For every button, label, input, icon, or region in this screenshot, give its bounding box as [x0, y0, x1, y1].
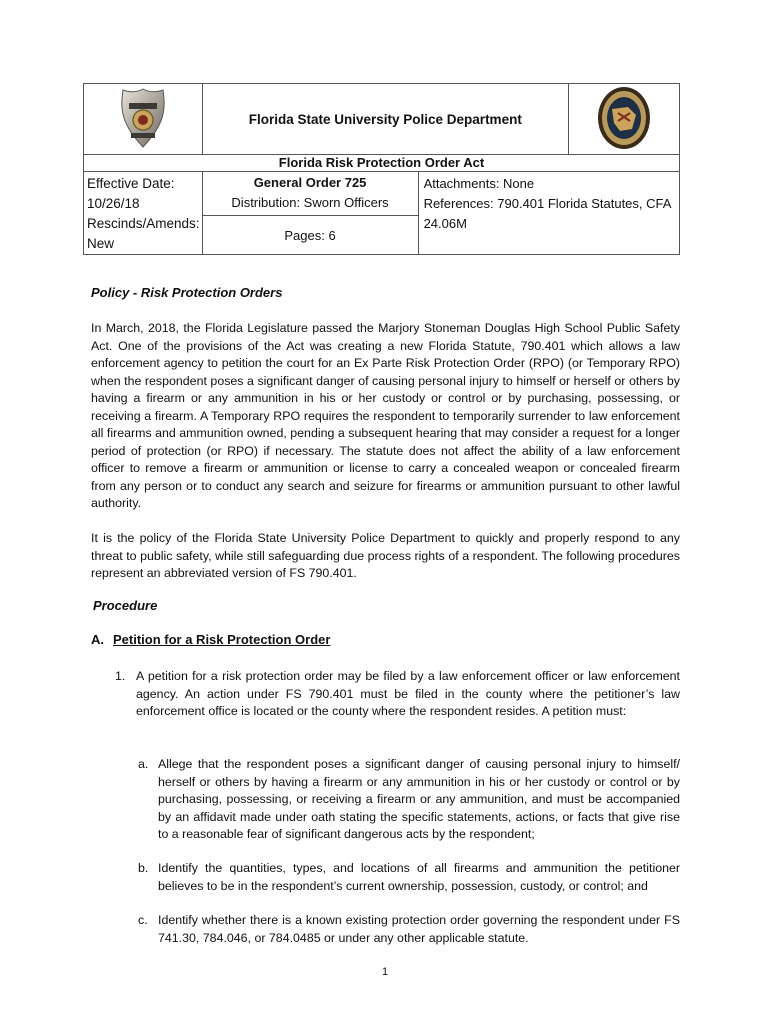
policy-paragraph-1: In March, 2018, the Florida Legislature passed the Marjory Stoneman Douglas High School Public Safety Act. One of the provisions of the Act was creating a new Florida Statute, 790.401 which allows a law enforcement agency to petition the court for an Ex Parte Risk Protection Order (RPO) (or Temporary RPO) when the respondent poses a significant danger of causing personal injury to himself or herself or others by having a firearm or any ammunition in his or her custody or control or by purchasing, possessing, or receiving a firearm. A Temporary RPO requires the respondent to temporarily surrender to law enforcement all firearms and ammunition owned, pending a subsequent hearing that may consider a request for a longer period of protection (or RPO) if necessary. The statute does not affect the ability of a law enforcement officer to remove a firearm or ammunition or license to carry a concealed weapon or concealed firearm from any person or to conduct any search and seizure for firearms or ammunition pursuant to other lawful authority.: [91, 321, 680, 510]
general-order-number: General Order 725: [253, 175, 367, 190]
sub-item-b-label: b.: [138, 861, 149, 875]
refs-cell: [418, 172, 679, 255]
left-logo-cell: [84, 84, 203, 155]
section-a-label: A.: [91, 632, 104, 647]
item-1-number: 1.: [115, 669, 126, 683]
police-badge-icon: [120, 87, 166, 149]
policy-paragraph-2: It is the policy of the Florida State University Police Department to quickly and properly respond to any threat to public safety, while still safeguarding due process rights of a respondent. The following procedures represent an abbreviated version of FS 790.401.: [91, 531, 680, 580]
references: References: 790.401 Florida Statutes, CFA 24.06M: [423, 196, 671, 231]
distribution: Distribution: Sworn Officers: [203, 193, 418, 216]
sub-item-a-text: Allege that the respondent poses a significant danger of causing personal injury to himself/ herself or others by having a firearm or any ammunition in his or her custody or control or by purchasing, possessing, or receiving a firearm or any ammunition, and must be accompanied by an affidavit made under oath stating the specific statements, actions, or facts that give rise to a reasonable fear of significant dangerous acts by the respondent;: [158, 757, 680, 841]
section-a-title: Petition for a Risk Protection Order: [113, 632, 331, 647]
department-seal-icon: [596, 85, 652, 151]
policy-heading: Policy - Risk Protection Orders: [91, 285, 283, 300]
attachments: Attachments: None: [423, 176, 535, 191]
department-title: Florida State University Police Department: [202, 84, 568, 155]
page-number: 1: [381, 966, 389, 978]
procedure-heading: Procedure: [93, 598, 158, 613]
header-table: [83, 83, 680, 255]
sub-item-a-label: a.: [138, 757, 149, 771]
right-seal-cell: [569, 84, 680, 155]
effective-date: Effective Date: 10/26/18: [87, 176, 175, 211]
page-count: Pages: 6: [284, 228, 336, 243]
sub-item-c-text: Identify whether there is a known existing protection order governing the respondent under FS 741.30, 784.046, or 784.0485 or under any other applicable statute.: [158, 913, 680, 945]
item-1-text: A petition for a risk protection order may be filed by a law enforcement officer or law enforcement agency. An action under FS 790.401 must be filed in the county where the petitioner’s law enforcement office is located or the county where the respondent resides. A petition must:: [136, 669, 680, 718]
rescinds-amends: Rescinds/Amends: New: [87, 216, 200, 251]
order-title: Florida Risk Protection Order Act: [84, 155, 680, 172]
section-a-heading: [91, 632, 330, 647]
sub-item-b-text: Identify the quantities, types, and locations of all firearms and ammunition the petitioner believes to be in the respondent’s current ownership, possession, custody, or control; and: [158, 861, 680, 893]
dates-cell: [84, 172, 203, 255]
sub-item-c-label: c.: [138, 913, 148, 927]
order-info-cell: [202, 172, 418, 255]
